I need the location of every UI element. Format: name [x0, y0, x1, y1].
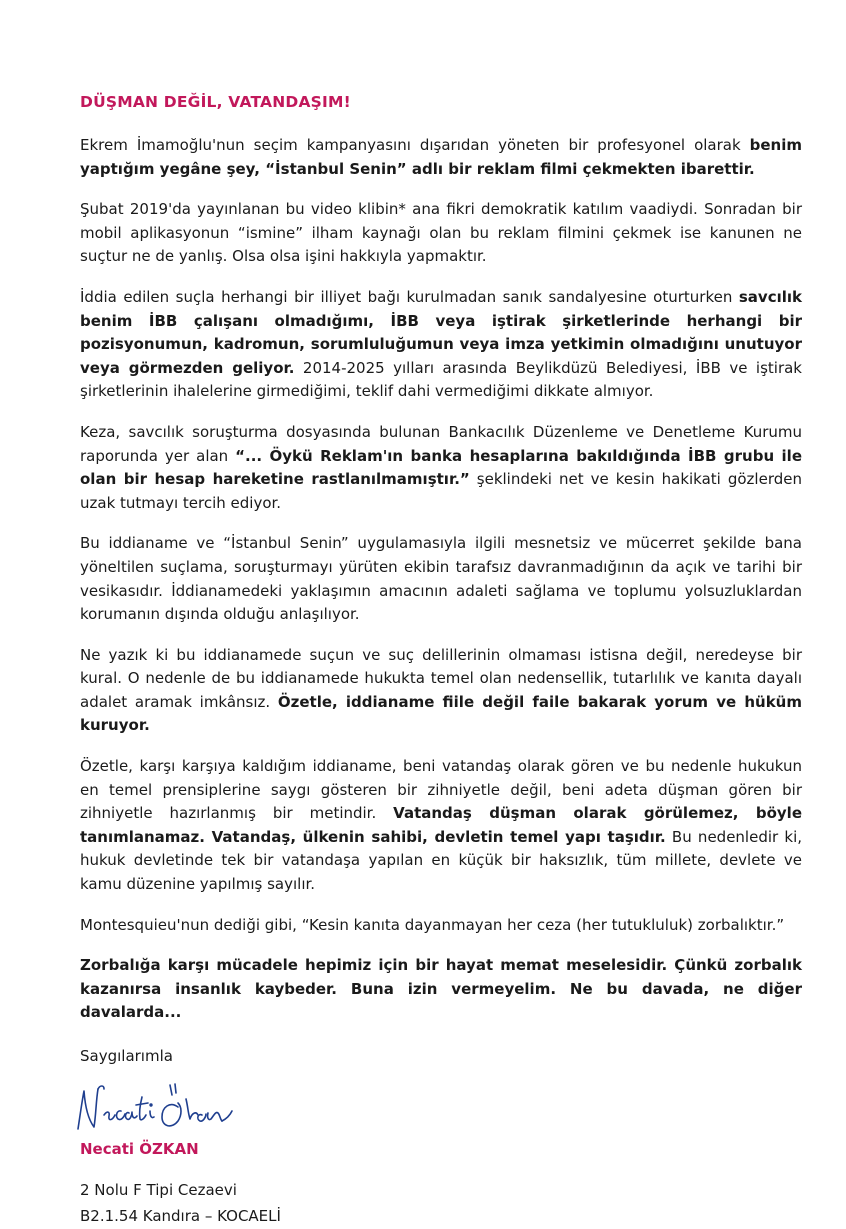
- letter-page: [80, 92, 802, 1229]
- letter-title: DÜŞMAN DEĞİL, VATANDAŞIM!: [80, 93, 351, 111]
- signature-image: [74, 1071, 244, 1137]
- paragraph-text: Bu nedenledir ki, hukuk devletinde tek bir vatandaşa yapılan en küçük bir haksızlık, tüm millete, devlete ve kamu düzenine yapılmış sayılır.: [80, 827, 803, 894]
- body-paragraph: [80, 954, 802, 1025]
- emphasis-text: Özetle, iddianame fiile değil faile bakarak yorum ve hüküm kuruyor.: [80, 692, 802, 735]
- paragraph-text: Ne yazık ki bu iddianamede suçun ve suç delillerinin olmaması istisna değil, neredeyse bir kural. O nedenle de bu iddianamede hukukta temel olan nedensellik, tutarlılık ve kanıta dayalı adalet aramak imkânsız.: [80, 645, 802, 711]
- paragraph-text: Bu iddianame ve “İstanbul Senin” uygulamasıyla ilgili mesnetsiz ve mücerret şekilde bana yöneltilen suçlama, soruşturmayı yürüten ekibin tarafsız davranmadığının da açık ve tarihi bir vesikasıdır. İddianamedeki yaklaşımın amacının adaleti sağlama ve toplumu yolsuzluklardan korumanın dışında olduğu anlaşılıyor.: [80, 534, 802, 624]
- paragraph-text: Keza, savcılık soruşturma dosyasında bulunan Bankacılık Düzenleme ve Denetleme Kurumu raporunda yer alan: [80, 422, 802, 465]
- paragraph-text: İddia edilen suçla herhangi bir illiyet bağı kurulmadan sanık sandalyesine oturturken: [80, 287, 739, 306]
- body-paragraph: [80, 644, 802, 738]
- emphasis-text: Zorbalığa karşı mücadele hepimiz için bir hayat memat meselesidir. Çünkü zorbalık kazanırsa insanlık kaybeder. Buna izin vermeyelim. Ne bu davada, ne diğer davalarda...: [80, 956, 802, 1022]
- body-paragraph: [80, 421, 802, 515]
- paragraph-text: Şubat 2019'da yayınlanan bu video klibin* ana fikri demokratik katılım vaadiydi. Sonradan bir mobil aplikasyonun “ismine” ilham kaynağı olan bu reklam filmini çekmek ise kanunen ne suçtur ne de yanlış. Olsa olsa işini hakkıyla yapmaktır.: [80, 200, 802, 266]
- sender-address: [80, 1177, 802, 1229]
- body-paragraph: [80, 286, 802, 404]
- paragraph-text: Montesquieu'nun dediği gibi, “Kesin kanıta dayanmayan her ceza (her tutukluluk) zorbalıktır.”: [80, 915, 785, 934]
- address-line-2: B2.1.54 Kandıra – KOCAELİ: [80, 1206, 281, 1225]
- paragraph-text: 2014-2025 yılları arasında Beylikdüzü Belediyesi, İBB ve iştirak şirketlerinin ihalelerine girmediğimi, teklif dahi vermediğimi dikkate almıyor.: [80, 358, 802, 401]
- body-paragraph: [80, 755, 802, 897]
- address-line-1: 2 Nolu F Tipi Cezaevi: [80, 1180, 237, 1199]
- paragraph-text: şeklindeki net ve kesin hakikati gözlerden uzak tutmayı tercih ediyor.: [80, 470, 802, 512]
- paragraph-text: Ekrem İmamoğlu'nun seçim kampanyasını dışarıdan yöneten bir profesyonel olarak: [80, 136, 750, 154]
- emphasis-text: benim yaptığım yegâne şey, “İstanbul Senin” adlı bir reklam filmi çekmekten ibarettir.: [80, 136, 802, 178]
- emphasis-text: savcılık benim İBB çalışanı olmadığımı, İBB veya iştirak şirketlerinde herhangi bir pozisyonumun, kadromun, sorumluluğumun veya imza yetkimin olmadığını unutuyor veya görmezden geliyor.: [80, 287, 802, 377]
- body-paragraph: [80, 134, 802, 181]
- letter-body: [80, 134, 802, 1025]
- closing-salutation: Saygılarımla: [80, 1047, 173, 1065]
- paragraph-text: Özetle, karşı karşıya kaldığım iddianame, beni vatandaş olarak gören ve bu nedenle hukukun en temel prensiplerine saygı gösteren bir zihniyetle değil, beni adeta düşman gören bir zihniyetle hazırlanmış bir metindir.: [80, 757, 802, 823]
- body-paragraph: [80, 198, 802, 269]
- body-paragraph: [80, 914, 802, 938]
- emphasis-text: Vatandaş düşman olarak görülemez, böyle tanımlanamaz. Vatandaş, ülkenin sahibi, devletin temel yapı taşıdır.: [80, 804, 802, 846]
- signer-name: Necati ÖZKAN: [80, 1139, 199, 1158]
- emphasis-text: “... Öykü Reklam'ın banka hesaplarına bakıldığında İBB grubu ile olan bir hesap hareketine rastlanılmamıştır.”: [80, 446, 802, 489]
- body-paragraph: [80, 532, 802, 626]
